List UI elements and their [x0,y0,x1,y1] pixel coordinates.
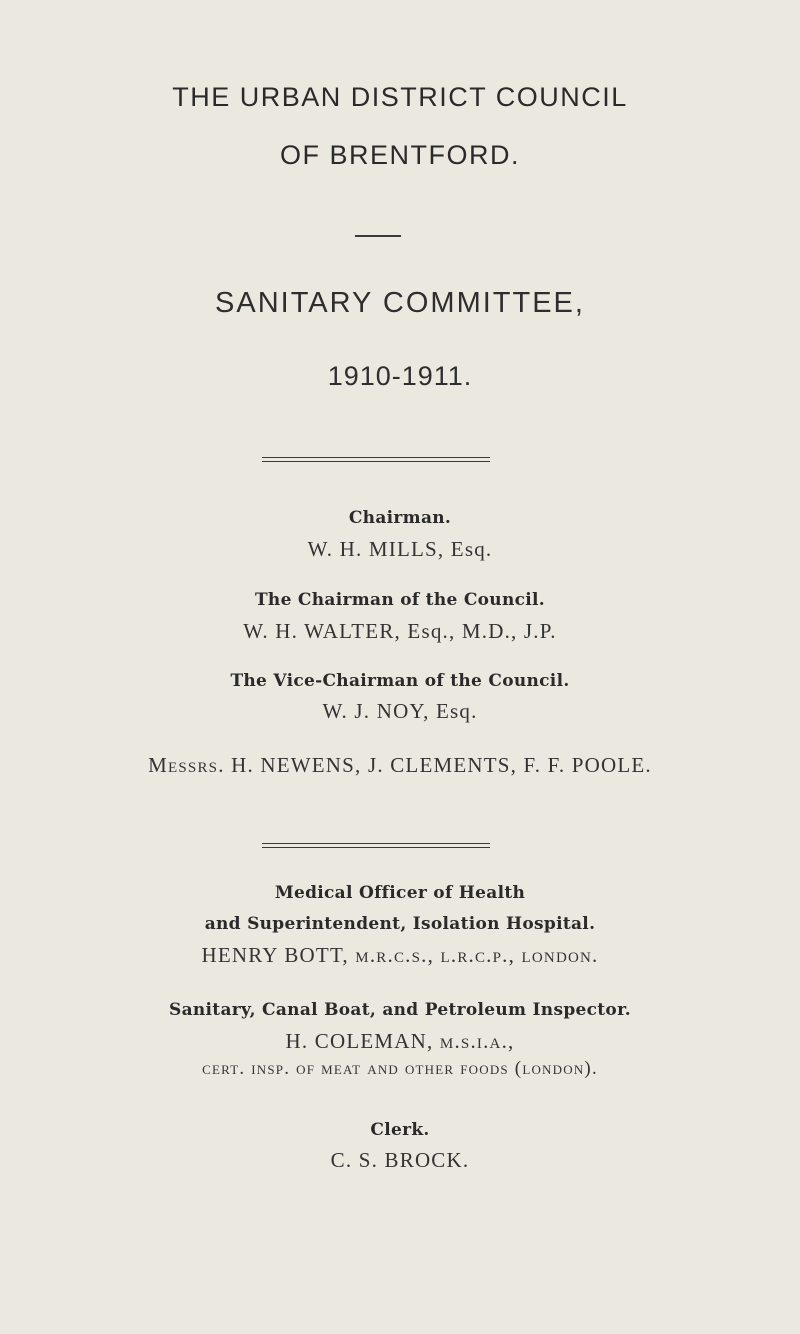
clerk-name: C. S. BROCK. [330,1148,470,1172]
double-rule-top [262,457,490,458]
short-divider [355,235,401,237]
inspector-name: H. COLEMAN, m.s.i.a., [285,1029,515,1053]
council-title-line1: THE URBAN DISTRICT COUNCIL [172,82,628,112]
medical-officer-role-line2: and Superintendent, Isolation Hospital. [204,914,596,934]
inspector-role: Sanitary, Canal Boat, and Petroleum Inspector. [169,1000,631,1020]
vice-chairman-name: W. J. NOY, Esq. [322,699,478,723]
double-rule-2-bottom [262,847,490,848]
double-rule-2-top [262,843,490,844]
vice-chairman-role: The Vice-Chairman of the Council. [230,671,570,691]
council-title-line2: OF BRENTFORD. [280,140,520,170]
council-chairman-role: The Chairman of the Council. [254,590,546,610]
double-rule-bottom [262,461,490,462]
committee-members: Messrs. H. NEWENS, J. CLEMENTS, F. F. POOLE. [148,753,652,777]
medical-officer-role: Medical Officer of Health [274,883,526,903]
committee-title: SANITARY COMMITTEE, [215,287,585,319]
inspector-qualification: cert. insp. of meat and other foods (london). [202,1058,598,1079]
chairman-role: Chairman. [348,508,452,528]
chairman-name: W. H. MILLS, Esq. [307,537,493,561]
medical-officer-name: HENRY BOTT, m.r.c.s., l.r.c.p., london. [201,943,599,967]
committee-years: 1910-1911. [327,361,473,391]
clerk-role: Clerk. [370,1120,430,1140]
council-chairman-name: W. H. WALTER, Esq., M.D., J.P. [243,619,557,643]
